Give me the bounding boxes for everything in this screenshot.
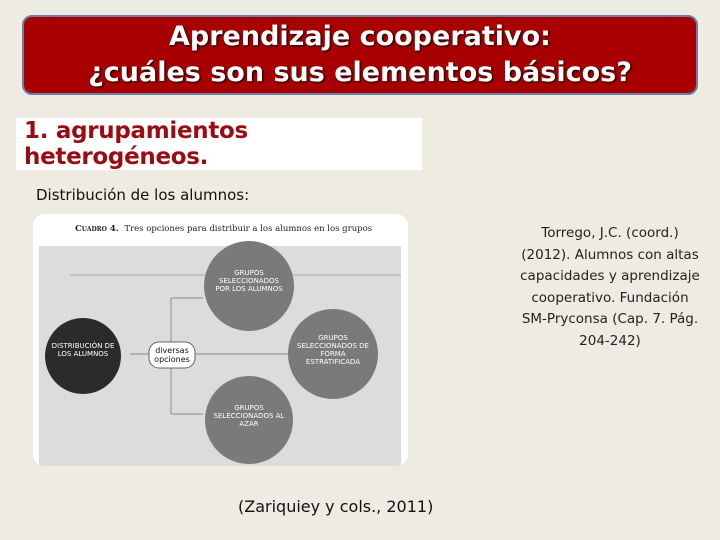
node-bottom-label: GRUPOS SELECCIONADOS AL AZAR <box>213 404 285 428</box>
node-distribution-label: DISTRIBUCIÓN DE LOS ALUMNOS <box>51 342 115 358</box>
grouping-diagram <box>33 214 408 466</box>
distribution-label: Distribución de los alumnos: <box>36 186 250 204</box>
diagram-caption-text: Tres opciones para distribuir a los alumnos en los grupos <box>124 224 373 234</box>
diagram-credit: (Zariquiey y cols., 2011) <box>238 497 434 516</box>
subtitle-banner <box>16 118 422 170</box>
node-center-label: diversas opciones <box>154 346 190 364</box>
reference-citation: Torrego, J.C. (coord.) (2012). Alumnos con altas capacidades y aprendizaje cooperativo. Fundación SM-Pryconsa (Cap. 7. Pág. 204-242) <box>520 225 700 349</box>
slide-title-line-1: Aprendizaje cooperativo: <box>169 21 551 52</box>
subtitle-text: 1. agrupamientos heterogéneos. <box>24 118 248 170</box>
slide-title-line-2: ¿cuáles son sus elementos básicos? <box>88 57 632 88</box>
diagram-caption-number: Cuadro 4. <box>75 224 119 234</box>
node-top-label: GRUPOS SELECCIONADOS POR LOS ALUMNOS <box>215 269 283 293</box>
node-right-label: GRUPOS SELECCIONADOS DE FORMA ESTRATIFICADA <box>297 334 369 366</box>
slide-title-box <box>22 15 698 95</box>
